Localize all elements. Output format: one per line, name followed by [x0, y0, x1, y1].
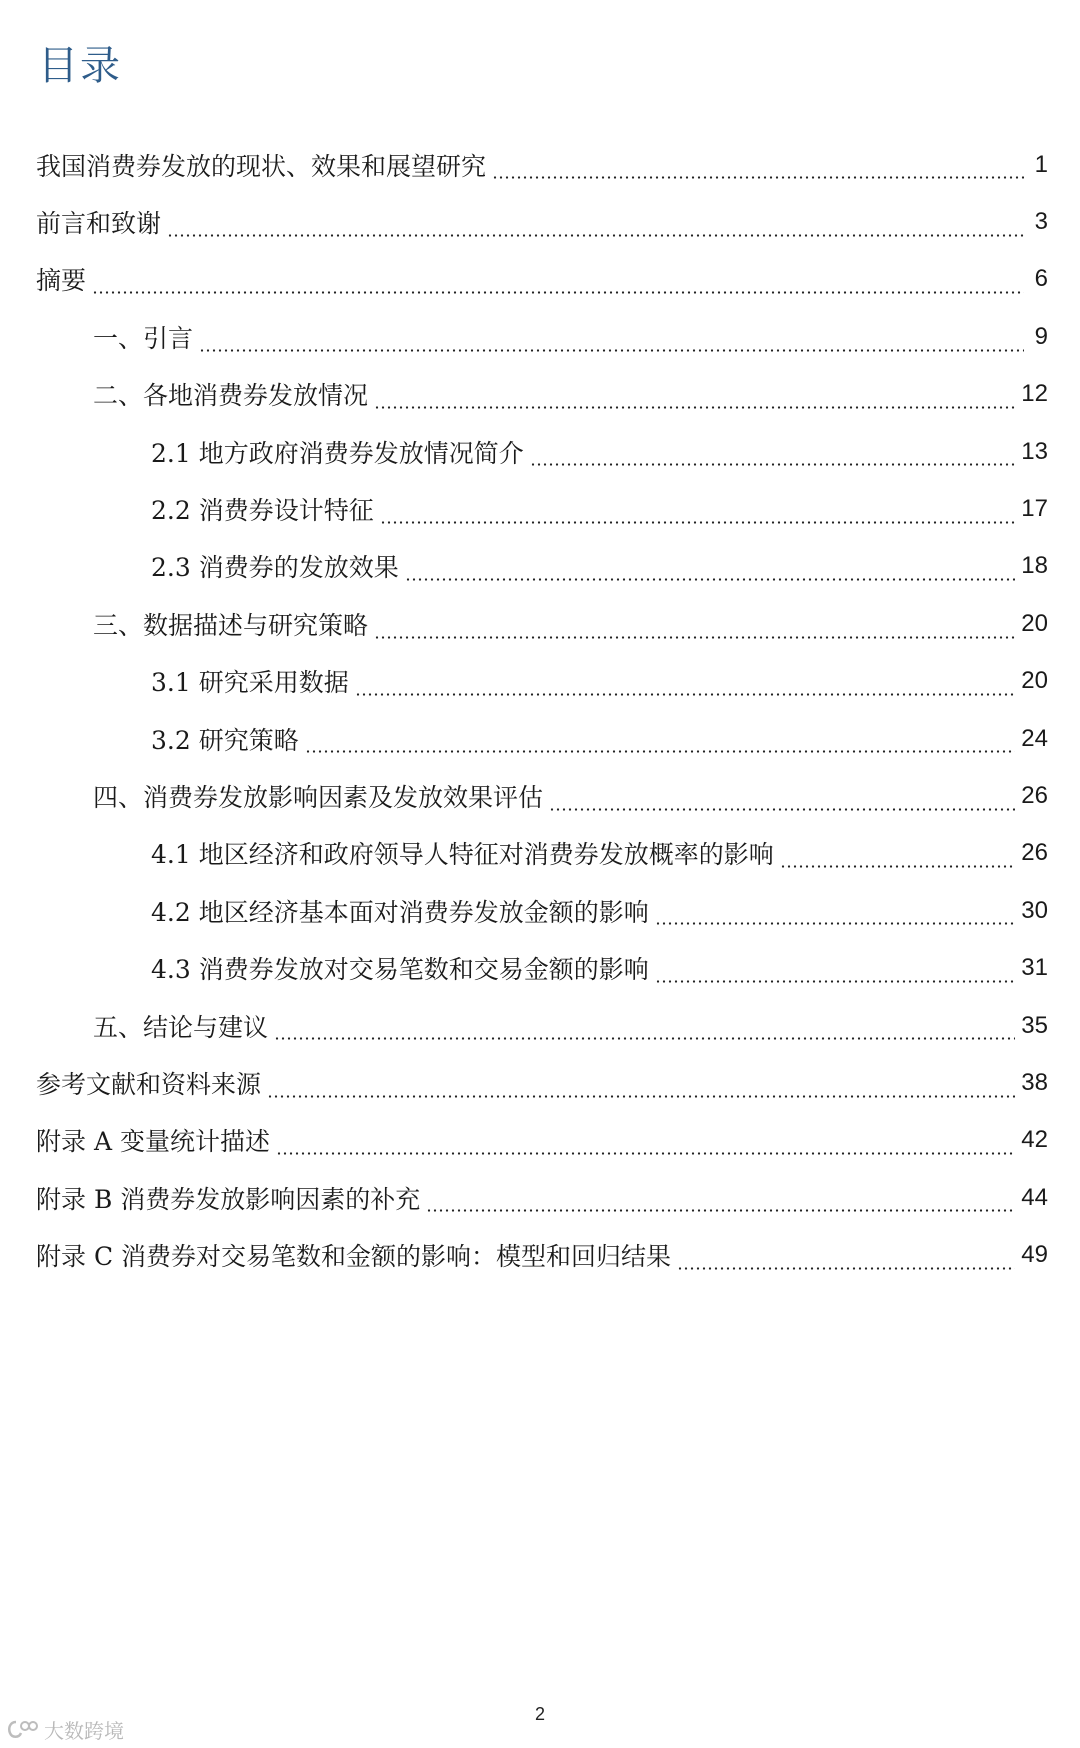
dot-leader — [549, 808, 1015, 811]
toc-entry-label: 前言和致谢 — [36, 209, 162, 239]
dot-leader — [305, 750, 1016, 753]
dot-leader — [405, 578, 1016, 581]
toc-entry-label: 3.2 研究策略 — [151, 725, 299, 755]
toc-entry-label: 我国消费券发放的现状、效果和展望研究 — [36, 151, 487, 181]
toc-entry-label: 摘要 — [36, 266, 87, 296]
toc-entry[interactable] — [0, 480, 1080, 537]
toc-entry-label: 附录 A 变量统计描述 — [36, 1127, 270, 1157]
dot-leader — [274, 1037, 1015, 1040]
toc-entry-page: 26 — [1021, 781, 1048, 809]
toc-entry[interactable] — [0, 595, 1080, 652]
toc-entry[interactable] — [0, 538, 1080, 595]
toc-entry-label: 4.1 地区经济和政府领导人特征对消费券发放概率的影响 — [151, 840, 774, 870]
toc-entry-page: 44 — [1021, 1183, 1048, 1211]
dot-leader — [267, 1095, 1015, 1098]
dot-leader — [92, 291, 1024, 294]
watermark-text: 大数跨境 — [44, 1719, 124, 1743]
toc-entry-page: 42 — [1021, 1126, 1048, 1154]
toc-entry-label: 2.2 消费券设计特征 — [151, 496, 374, 526]
toc-entry-page: 30 — [1021, 896, 1048, 924]
toc-entry[interactable] — [0, 825, 1080, 882]
toc-entry[interactable] — [0, 1169, 1080, 1226]
toc-entry-page: 35 — [1021, 1011, 1048, 1039]
toc-entry[interactable] — [0, 939, 1080, 996]
toc-entry-page: 3 — [1034, 208, 1048, 236]
toc-entry-page: 24 — [1021, 724, 1048, 752]
toc-entry-label: 参考文献和资料来源 — [36, 1069, 262, 1099]
toc-entry[interactable] — [0, 1112, 1080, 1169]
toc-entry-page: 1 — [1034, 150, 1048, 178]
toc-list — [0, 136, 1080, 1284]
toc-entry[interactable] — [0, 653, 1080, 710]
toc-entry-page: 17 — [1021, 495, 1048, 523]
toc-entry[interactable] — [0, 251, 1080, 308]
toc-entry-label: 附录 B 消费券发放影响因素的补充 — [36, 1184, 421, 1214]
toc-entry-page: 20 — [1021, 609, 1048, 637]
dot-leader — [167, 234, 1024, 237]
dot-leader — [199, 349, 1024, 352]
dot-leader — [655, 922, 1016, 925]
toc-entry[interactable] — [0, 997, 1080, 1054]
toc-entry-page: 9 — [1034, 322, 1048, 350]
toc-entry-label: 2.1 地方政府消费券发放情况简介 — [151, 438, 524, 468]
toc-entry[interactable] — [0, 1226, 1080, 1283]
dot-leader — [276, 1152, 1015, 1155]
toc-entry-label: 四、消费券发放影响因素及发放效果评估 — [93, 782, 544, 812]
toc-entry-page: 12 — [1021, 380, 1048, 408]
dot-leader — [655, 980, 1016, 983]
toc-entry-page: 6 — [1034, 265, 1048, 293]
toc-entry[interactable] — [0, 193, 1080, 250]
toc-entry-label: 2.3 消费券的发放效果 — [151, 553, 399, 583]
toc-entry-label: 一、引言 — [93, 323, 194, 353]
toc-entry-label: 附录 C 消费券对交易笔数和金额的影响：模型和回归结果 — [36, 1242, 672, 1272]
toc-entry-page: 26 — [1021, 839, 1048, 867]
toc-entry[interactable] — [0, 767, 1080, 824]
dot-leader — [426, 1209, 1015, 1212]
toc-entry[interactable] — [0, 136, 1080, 193]
toc-entry-label: 4.3 消费券发放对交易笔数和交易金额的影响 — [151, 955, 649, 985]
toc-entry-page: 38 — [1021, 1068, 1048, 1096]
toc-entry-page: 18 — [1021, 552, 1048, 580]
toc-entry-label: 三、数据描述与研究策略 — [93, 610, 369, 640]
toc-entry-label: 3.1 研究采用数据 — [151, 668, 349, 698]
toc-title: 目录 — [38, 43, 122, 89]
toc-entry-label: 五、结论与建议 — [93, 1012, 269, 1042]
dot-leader — [355, 693, 1016, 696]
toc-entry[interactable] — [0, 366, 1080, 423]
toc-entry[interactable] — [0, 882, 1080, 939]
dot-leader — [374, 636, 1015, 639]
page-number: 2 — [534, 1704, 545, 1724]
dot-leader — [492, 176, 1024, 179]
toc-entry-label: 4.2 地区经济基本面对消费券发放金额的影响 — [151, 897, 649, 927]
dot-leader — [374, 406, 1015, 409]
toc-entry-page: 20 — [1021, 667, 1048, 695]
toc-entry[interactable] — [0, 308, 1080, 365]
dot-leader — [780, 865, 1016, 868]
toc-entry-label: 二、各地消费券发放情况 — [93, 381, 369, 411]
dot-leader — [380, 521, 1016, 524]
toc-entry-page: 31 — [1021, 954, 1048, 982]
toc-entry[interactable] — [0, 423, 1080, 480]
toc-entry[interactable] — [0, 710, 1080, 767]
toc-entry-page: 13 — [1021, 437, 1048, 465]
toc-entry[interactable] — [0, 1054, 1080, 1111]
dot-leader — [530, 463, 1016, 466]
toc-entry-page: 49 — [1021, 1241, 1048, 1269]
dot-leader — [677, 1267, 1015, 1270]
